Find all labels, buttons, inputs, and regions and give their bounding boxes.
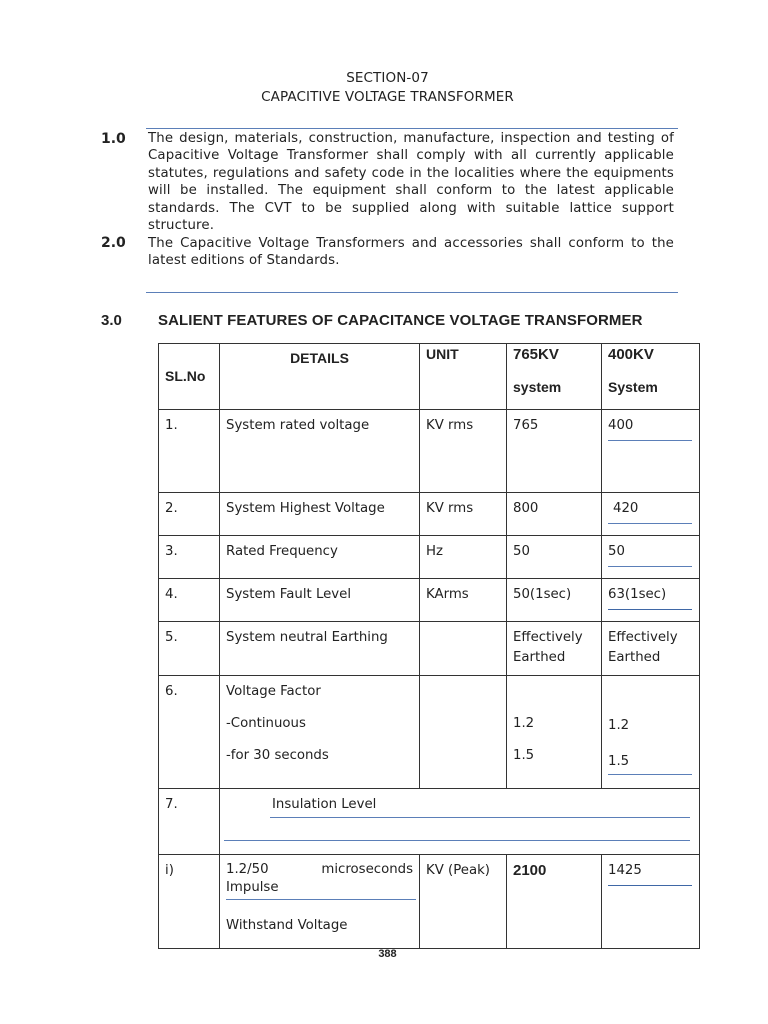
row-sl: 7.: [159, 789, 220, 855]
table-header-row: [159, 344, 700, 410]
row-unit: KV (Peak): [420, 855, 507, 949]
row-unit: KV rms: [420, 493, 507, 536]
row-sl: 6.: [159, 676, 220, 789]
header-400kv: 400KV: [608, 346, 654, 363]
table-row: [159, 622, 700, 676]
page-title: CAPACITIVE VOLTAGE TRANSFORMER: [261, 89, 514, 105]
header-details: DETAILS: [290, 350, 349, 366]
divider: [146, 292, 678, 293]
header-765kv-sub: system: [513, 379, 562, 395]
clause-text: The Capacitive Voltage Transformers and accessories shall conform to the latest editions of Standards.: [148, 236, 674, 269]
table-row: [159, 410, 700, 493]
table-row: [159, 579, 700, 622]
divider: [146, 128, 678, 129]
page-number: 388: [378, 948, 397, 960]
header-slno: SL.No: [165, 367, 206, 384]
row-400: Effectively Earthed: [602, 622, 700, 676]
row-unit: [420, 622, 507, 676]
header-765kv: 765KV: [513, 346, 559, 363]
row-765: 765: [507, 410, 602, 493]
underline: [270, 817, 690, 818]
row-details: Voltage Factor -Continuous -for 30 seconds: [220, 676, 420, 789]
row-sl: 5.: [159, 622, 220, 676]
row-details: Insulation Level: [220, 789, 700, 855]
underline: [608, 523, 692, 524]
row-sl: 4.: [159, 579, 220, 622]
row-unit: KV rms: [420, 410, 507, 493]
row-400: 420: [602, 493, 700, 536]
table-row: [159, 493, 700, 536]
table-row: [159, 789, 700, 855]
row-details: System neutral Earthing: [220, 622, 420, 676]
row-sl: 2.: [159, 493, 220, 536]
table-row: [159, 855, 700, 949]
row-400: 400: [602, 410, 700, 493]
row-765: Effectively Earthed: [507, 622, 602, 676]
row-details: System Fault Level: [220, 579, 420, 622]
underline: [608, 566, 692, 567]
row-details: Rated Frequency: [220, 536, 420, 579]
row-sl: i): [159, 855, 220, 949]
row-400: 1425: [602, 855, 700, 949]
row-sl: 1.: [159, 410, 220, 493]
row-400: 1.2 1.5: [602, 676, 700, 789]
row-unit: [420, 676, 507, 789]
clause-number: 2.0: [101, 235, 126, 251]
underline: [224, 840, 690, 841]
table-row: [159, 536, 700, 579]
row-details: System Highest Voltage: [220, 493, 420, 536]
header-400kv-sub: System: [608, 379, 658, 395]
row-details: System rated voltage: [220, 410, 420, 493]
clause-number: 1.0: [101, 131, 126, 147]
features-table: [158, 343, 700, 949]
row-765: 1.2 1.5: [507, 676, 602, 789]
row-unit: KArms: [420, 579, 507, 622]
header-unit: UNIT: [426, 346, 459, 362]
row-765: 50(1sec): [507, 579, 602, 622]
underline: [608, 885, 692, 886]
row-400: 63(1sec): [602, 579, 700, 622]
underline: [608, 774, 692, 775]
row-unit: Hz: [420, 536, 507, 579]
row-details: 1.2/50 microseconds Impulse Withstand Voltage: [220, 855, 420, 949]
row-sl: 3.: [159, 536, 220, 579]
row-765: 800: [507, 493, 602, 536]
underline: [608, 609, 692, 610]
section-title: SALIENT FEATURES OF CAPACITANCE VOLTAGE TRANSFORMER: [158, 312, 643, 329]
row-765: 50: [507, 536, 602, 579]
row-765: 2100: [507, 855, 602, 949]
clause-text: The design, materials, construction, manufacture, inspection and testing of Capacitive Voltage Transformer shall comply with all currently applicable statutes, regulations and safety code in the localities where the equipments will be installed. The equipment shall conform to the latest applicable standards. The CVT to be supplied along with suitable lattice support structure.: [148, 131, 674, 234]
row-400: 50: [602, 536, 700, 579]
underline: [608, 440, 692, 441]
table-row: [159, 676, 700, 789]
section-number: SECTION-07: [346, 70, 429, 86]
section-number: 3.0: [101, 312, 122, 329]
